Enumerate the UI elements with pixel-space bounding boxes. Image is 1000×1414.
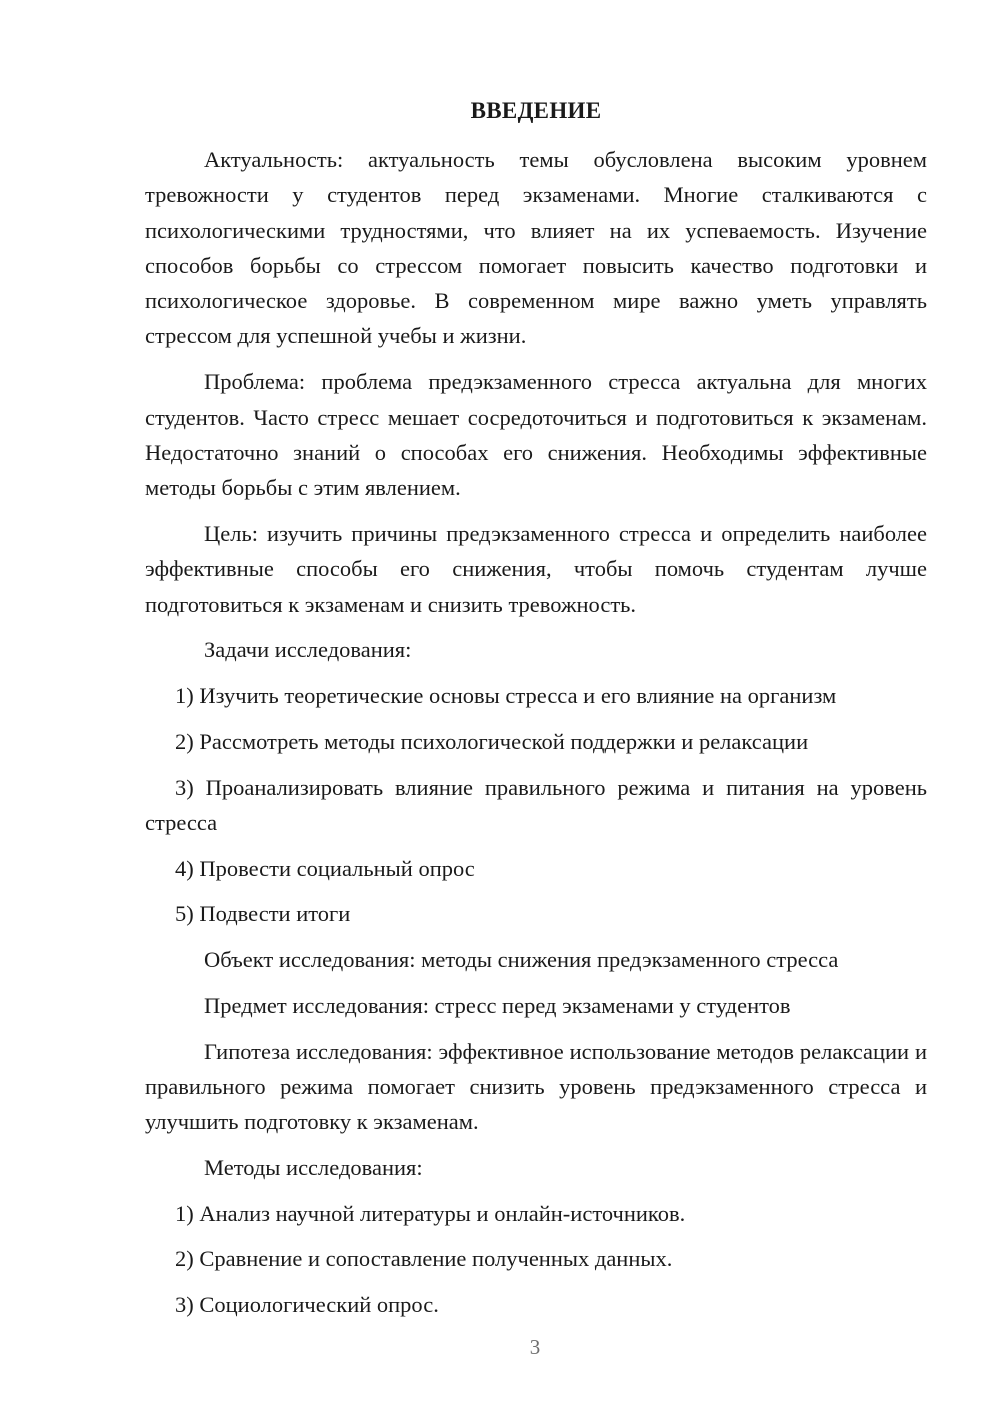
method-item: 1) Анализ научной литературы и онлайн-источников. bbox=[175, 1200, 686, 1226]
problem-paragraph: Проблема: проблема предэкзаменного стресса актуальна для многих студентов. Часто стресс мешает сосредоточиться и подготовиться к экзаменам. Недостаточно знаний о способах его снижения. Необходимы эффективные методы борьбы с этим явлением. bbox=[145, 369, 927, 501]
methods-title: Методы исследования: bbox=[204, 1154, 423, 1180]
task-item: 4) Провести социальный опрос bbox=[175, 855, 475, 881]
tasks-title: Задачи исследования: bbox=[204, 637, 412, 663]
subject-paragraph: Предмет исследования: стресс перед экзаменами у студентов bbox=[204, 992, 791, 1018]
goal-paragraph: Цель: изучить причины предэкзаменного стресса и определить наиболее эффективные способы его снижения, чтобы помочь студентам лучше подготовиться к экзаменам и снизить тревожность. bbox=[145, 520, 927, 617]
document-body bbox=[145, 142, 927, 1322]
method-item: 3) Социологический опрос. bbox=[175, 1292, 439, 1318]
task-item: 5) Подвести итоги bbox=[175, 901, 351, 927]
task-item: 3) Проанализировать влияние правильного режима и питания на уровень стресса bbox=[145, 774, 927, 835]
task-item: 1) Изучить теоретические основы стресса и его влияние на организм bbox=[175, 683, 837, 709]
hypothesis-paragraph: Гипотеза исследования: эффективное использование методов релаксации и правильного режима помогает снизить уровень предэкзаменного стресса и улучшить подготовку к экзаменам. bbox=[145, 1038, 927, 1135]
relevance-paragraph: Актуальность: актуальность темы обусловлена высоким уровнем тревожности у студентов перед экзаменами. Многие сталкиваются с психологическими трудностями, что влияет на их успеваемость. Изучение способов борьбы со стрессом помогает повысить качество подготовки и психологическое здоровье. В современном мире важно уметь управлять стрессом для успешной учебы и жизни. bbox=[145, 147, 927, 349]
method-item: 2) Сравнение и сопоставление полученных данных. bbox=[175, 1246, 673, 1272]
page-title: ВВЕДЕНИЕ bbox=[470, 98, 602, 123]
task-item: 2) Рассмотреть методы психологической поддержки и релаксации bbox=[175, 728, 809, 754]
object-paragraph: Объект исследования: методы снижения предэкзаменного стресса bbox=[204, 947, 839, 972]
page-number: 3 bbox=[529, 1335, 541, 1359]
